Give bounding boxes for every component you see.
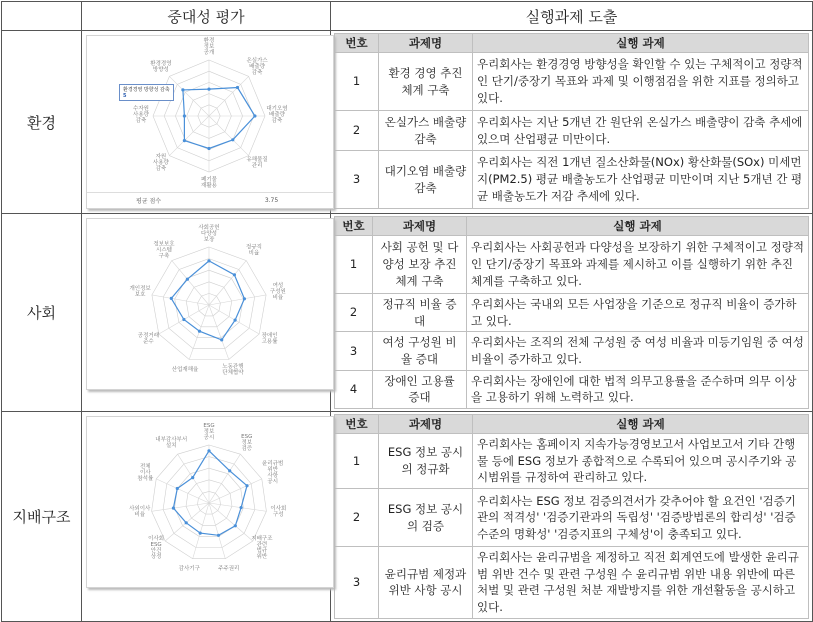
radar-label-line: 정보보호 (153, 241, 175, 248)
radar-axis-label (262, 459, 283, 485)
row-num: 3 (335, 547, 379, 619)
radar-label-line: 사회공헌 (198, 225, 220, 231)
radar-point (199, 532, 202, 535)
env-tasks-cell (331, 31, 813, 214)
row-task: 우리회사는 ESG 정보 검증의견서가 갖추어야 할 요건인 '검증기관의 적격성' '검증기관과의 독립성' '검증방법론의 합리성' '검증수준의 명확성' '검증지표의 구체성'이 충족되고 있다. (473, 489, 809, 547)
radar-point (183, 114, 186, 117)
social-radar-chart (87, 219, 331, 387)
radar-axis-label (148, 534, 164, 560)
radar-axis-label (137, 462, 154, 482)
category-social: 사회 (2, 214, 82, 412)
radar-axis-label (246, 242, 262, 256)
radar-axis-label (218, 564, 239, 572)
gov-chart-cell (82, 412, 331, 622)
header-blank (2, 2, 82, 31)
radar-point (243, 297, 246, 300)
radar-label-line: 공개 (203, 50, 215, 56)
radar-label-line: 다양성 (201, 231, 217, 237)
radar-axis-label (222, 362, 244, 376)
radar-axis-label (150, 59, 171, 73)
radar-label-line: 배출량 (269, 112, 285, 118)
env-radar-card (86, 35, 334, 209)
env-task-table (334, 33, 809, 209)
radar-label-line: 사용량 (152, 160, 169, 167)
gov-radar-card (86, 416, 334, 588)
radar-label-line: 안건 (150, 547, 162, 554)
radar-label-line: 보장 (203, 237, 215, 243)
header-tasks: 실행과제 도출 (331, 2, 813, 31)
radar-point (207, 88, 210, 91)
radar-point (240, 506, 243, 509)
radar-label-line: ESG (203, 423, 215, 430)
radar-label-line: 공정거래 (137, 333, 160, 339)
radar-label-line: 자원 (155, 154, 167, 161)
th-task: 실행 과제 (467, 217, 809, 236)
radar-axis-label (203, 423, 215, 441)
radar-axis (209, 295, 266, 305)
row-num: 2 (335, 294, 373, 332)
radar-label-line: 검증 (241, 446, 253, 453)
radar-point (172, 507, 175, 510)
th-task: 실행 과제 (473, 415, 809, 434)
social-task-table (334, 216, 809, 409)
radar-label-line: 유해물질 (246, 157, 268, 164)
radar-point (186, 278, 189, 281)
radar-axis-label (241, 434, 253, 452)
radar-axis-label (266, 104, 287, 124)
radar-label-line: 고용률 (261, 339, 278, 345)
radar-label-line: 감축 (251, 69, 263, 76)
radar-label-line: 상정 (150, 553, 162, 560)
radar-axis-label (198, 223, 219, 243)
radar-label-line: 법규 (256, 547, 268, 554)
radar-axis-label (251, 534, 273, 560)
radar-label-line: 구축 (158, 253, 170, 260)
radar-label-line: 감사기구 (178, 566, 200, 573)
radar-point (181, 88, 184, 91)
radar-label-line: 비율 (134, 512, 146, 519)
radar-point (231, 138, 234, 141)
radar-label-line: 대기오염 (266, 106, 288, 112)
radar-label-line: 정보 (203, 44, 215, 50)
radar-axis-label (270, 281, 286, 301)
header-materiality: 중대성 평가 (82, 2, 331, 31)
radar-point (207, 147, 210, 150)
th-name: 과제명 (379, 34, 473, 53)
radar-tooltip (119, 84, 174, 101)
radar-label-line: 폐기물 (201, 177, 217, 183)
radar-label-line: 방향성 (152, 66, 169, 73)
radar-label-line: 준수 (143, 339, 154, 345)
radar-label-line: 공시 (267, 478, 279, 485)
radar-point (220, 338, 223, 341)
score-label: 평균 점수 (135, 197, 162, 205)
row-name: 윤리규범 제정과 위반 사항 공시 (379, 547, 473, 619)
radar-axis-label (246, 56, 268, 76)
row-task: 우리회사는 장애인에 대한 법적 의무고용률을 준수하며 의무 이상을 고용하기 위해 노력하고 있다. (467, 370, 809, 408)
row-task: 우리회사는 윤리규범을 제정하고 직전 회계연도에 발생한 윤리규범 위반 건수 및 관련 구성원 수 윤리규범 위반 내용 위반에 따른 처벌 및 관련 구성원 처분 재발방지를 위한 개선활동을 공시하고 있다. (473, 547, 809, 619)
radar-label-line: 주주권리 (218, 566, 240, 573)
row-task: 우리회사는 지난 5개년 간 원단위 온실가스 배출량이 감축 추세에 있으며 산업평균 미만이다. (473, 111, 809, 151)
row-num: 1 (335, 53, 379, 111)
radar-label-line: 재활용 (201, 183, 217, 189)
radar-label-line: 노동관행 (222, 363, 244, 370)
gov-task-table (334, 414, 809, 619)
radar-point (170, 297, 173, 300)
radar-point (217, 534, 220, 537)
radar-label-line: 위반 (256, 553, 268, 560)
social-chart-cell (82, 214, 331, 412)
radar-point (207, 259, 210, 262)
radar-label-line: 정규직 (246, 244, 262, 251)
radar-point (245, 484, 248, 487)
radar-label-line: 참석률 (137, 475, 154, 482)
radar-axis (209, 261, 246, 305)
radar-label-line: 윤리규범 (262, 460, 284, 467)
env-chart-cell (82, 31, 331, 214)
radar-point (234, 524, 237, 527)
row-name: 대기오염 배출량 감축 (379, 151, 473, 209)
th-name: 과제명 (373, 217, 467, 236)
radar-axis (152, 295, 209, 305)
radar-label-line: 장애인 (261, 333, 278, 339)
row-task: 우리회사는 환경경영 방향성을 확인할 수 있는 구체적이고 정량적인 단기/중장기 목표와 과제 및 이행점검을 위한 지표를 정의하고 있다. (473, 53, 809, 111)
radar-label-line: 환경 (203, 38, 215, 44)
score-value: 3.75 (264, 196, 279, 204)
radar-axis-label (153, 152, 170, 172)
radar-label-line: 감축 (155, 166, 167, 173)
row-name: 환경 경영 추진 체계 구축 (379, 53, 473, 111)
radar-axis-label (153, 239, 175, 259)
row-task: 우리회사는 홈페이지 지속가능경영보고서 사업보고서 기타 간행물 등에 ESG 정보가 종합적으로 수록되어 있으며 공시주기와 공시범위를 규정하여 관리하고 있다. (473, 434, 809, 489)
social-radar-card (86, 218, 334, 390)
radar-point (191, 476, 194, 479)
row-task: 우리회사는 사회공헌과 다양성을 보장하기 위한 구체적이고 정량적인 단기/중장기 목표와 과제를 제시하고 이를 실행하기 위한 추진체계를 구축하고 있다. (467, 236, 809, 294)
radar-point (228, 469, 231, 472)
radar-point (236, 86, 239, 89)
tooltip-value: 5 (123, 93, 127, 99)
tooltip-label: 환경경영 방향성 감축 (123, 87, 170, 93)
radar-label-line: 사용량 (133, 112, 149, 118)
category-environment: 환경 (2, 31, 82, 214)
social-tasks-cell (331, 214, 813, 412)
radar-label-line: 감축 (271, 118, 283, 124)
row-name: 사회 공헌 및 다양성 보장 추진 체계 구축 (373, 236, 467, 294)
radar-series-line (173, 451, 247, 536)
radar-axis-label (201, 175, 218, 189)
radar-label-line: 이사회 (270, 506, 287, 513)
radar-point (185, 521, 188, 524)
row-name: 온실가스 배출량 감축 (379, 111, 473, 151)
radar-label-line: 비율 (248, 250, 260, 257)
radar-axis-label (129, 504, 151, 518)
radar-label-line: 관련 (256, 541, 268, 548)
radar-label-line: 보호 (134, 291, 146, 298)
radar-label-line: ESG (241, 434, 253, 441)
radar-label-line: 개인정보 (129, 285, 151, 292)
radar-point (183, 139, 186, 142)
score-bar (87, 192, 333, 207)
radar-label-line: 위반 (267, 466, 279, 473)
radar-label-line: 이사 (139, 469, 151, 476)
radar-point (182, 318, 185, 321)
radar-label-line: 배출량 (249, 63, 266, 70)
row-task: 우리회사는 국내외 모든 사업장을 기준으로 정규직 비율이 증가하고 있다. (467, 294, 809, 332)
row-num: 1 (335, 434, 379, 489)
th-task: 실행 과제 (473, 34, 809, 53)
radar-label-line: 수자원 (133, 106, 149, 112)
radar-label-line: 공시 (203, 435, 215, 442)
radar-axis-label (129, 284, 151, 298)
row-num: 2 (335, 111, 379, 151)
radar-label-line: 환경경영 (150, 60, 172, 67)
row-name: 정규직 비율 증대 (373, 294, 467, 332)
radar-label-line: 관리 (251, 163, 263, 170)
radar-axis (172, 261, 209, 305)
radar-axis-label (179, 564, 201, 572)
row-num: 3 (335, 151, 379, 209)
radar-axis (152, 503, 209, 511)
radar-axis-label (270, 504, 286, 518)
radar-axis-label (138, 331, 159, 345)
row-name: 여성 구성원 비율 증대 (373, 332, 467, 370)
row-task: 우리회사는 직전 1개년 질소산화물(NOx) 황산화물(SOx) 미세먼지(PM2.5) 평균 배출농도가 산업평균 미만이며 지난 5개년 간 평균 배출농도가 저감 추세에 있다. (473, 151, 809, 209)
gov-radar-chart (87, 417, 331, 585)
radar-point (176, 487, 179, 490)
radar-label-line: 사외이사 (129, 506, 151, 513)
env-radar-chart (87, 36, 331, 192)
materiality-table (1, 1, 813, 622)
radar-point (207, 449, 210, 452)
row-name: 장애인 고용률 증대 (373, 370, 467, 408)
radar-label-line: 감축 (135, 118, 147, 124)
radar-label-line: 단체협약 (222, 369, 244, 376)
row-num: 3 (335, 332, 373, 370)
row-name: ESG 정보 공시의 검증 (379, 489, 473, 547)
radar-label-line: 지배구조 (251, 535, 273, 542)
radar-axis-label (246, 155, 267, 169)
radar-axis-label (262, 331, 279, 345)
radar-point (198, 330, 201, 333)
radar-axis (209, 305, 229, 360)
row-task: 우리회사는 조직의 전체 구성원 중 여성 비율과 미등기임원 중 여성 비율이 증가하고 있다. (467, 332, 809, 370)
th-name: 과제명 (379, 415, 473, 434)
radar-label-line: 산업재해율 (171, 366, 199, 373)
radar-axis-label (204, 36, 215, 56)
row-num: 2 (335, 489, 379, 547)
radar-point (234, 319, 237, 322)
radar-point (253, 114, 256, 117)
radar-label-line: 정보 (203, 429, 215, 436)
radar-axis-label (133, 104, 150, 124)
category-governance: 지배구조 (2, 412, 82, 622)
radar-label-line: 온실가스 (246, 57, 268, 64)
radar-axis-label (172, 365, 199, 373)
radar-label-line: 설치 (165, 443, 177, 450)
row-num: 4 (335, 370, 373, 408)
radar-label-line: 구성원 (269, 288, 286, 295)
row-num: 1 (335, 236, 373, 294)
gov-tasks-cell (331, 412, 813, 622)
radar-axis-label (155, 435, 187, 449)
radar-label-line: 구성 (272, 512, 284, 519)
th-num: 번호 (335, 415, 379, 434)
radar-axis (209, 503, 266, 511)
th-num: 번호 (335, 217, 373, 236)
radar-label-line: ESG (150, 541, 162, 548)
radar-label-line: 비율 (272, 294, 284, 301)
th-num: 번호 (335, 34, 379, 53)
radar-label-line: 사항 (267, 472, 279, 479)
row-name: ESG 정보 공시의 정규화 (379, 434, 473, 489)
radar-label-line: 여성 (272, 282, 284, 289)
radar-label-line: 전체 (139, 463, 151, 470)
radar-label-line: 내부감사부서 (155, 437, 188, 444)
radar-point (233, 273, 236, 276)
radar-label-line: 이사회 (148, 535, 165, 542)
radar-label-line: 정보 (241, 440, 253, 447)
radar-label-line: 시스템 (156, 247, 172, 254)
